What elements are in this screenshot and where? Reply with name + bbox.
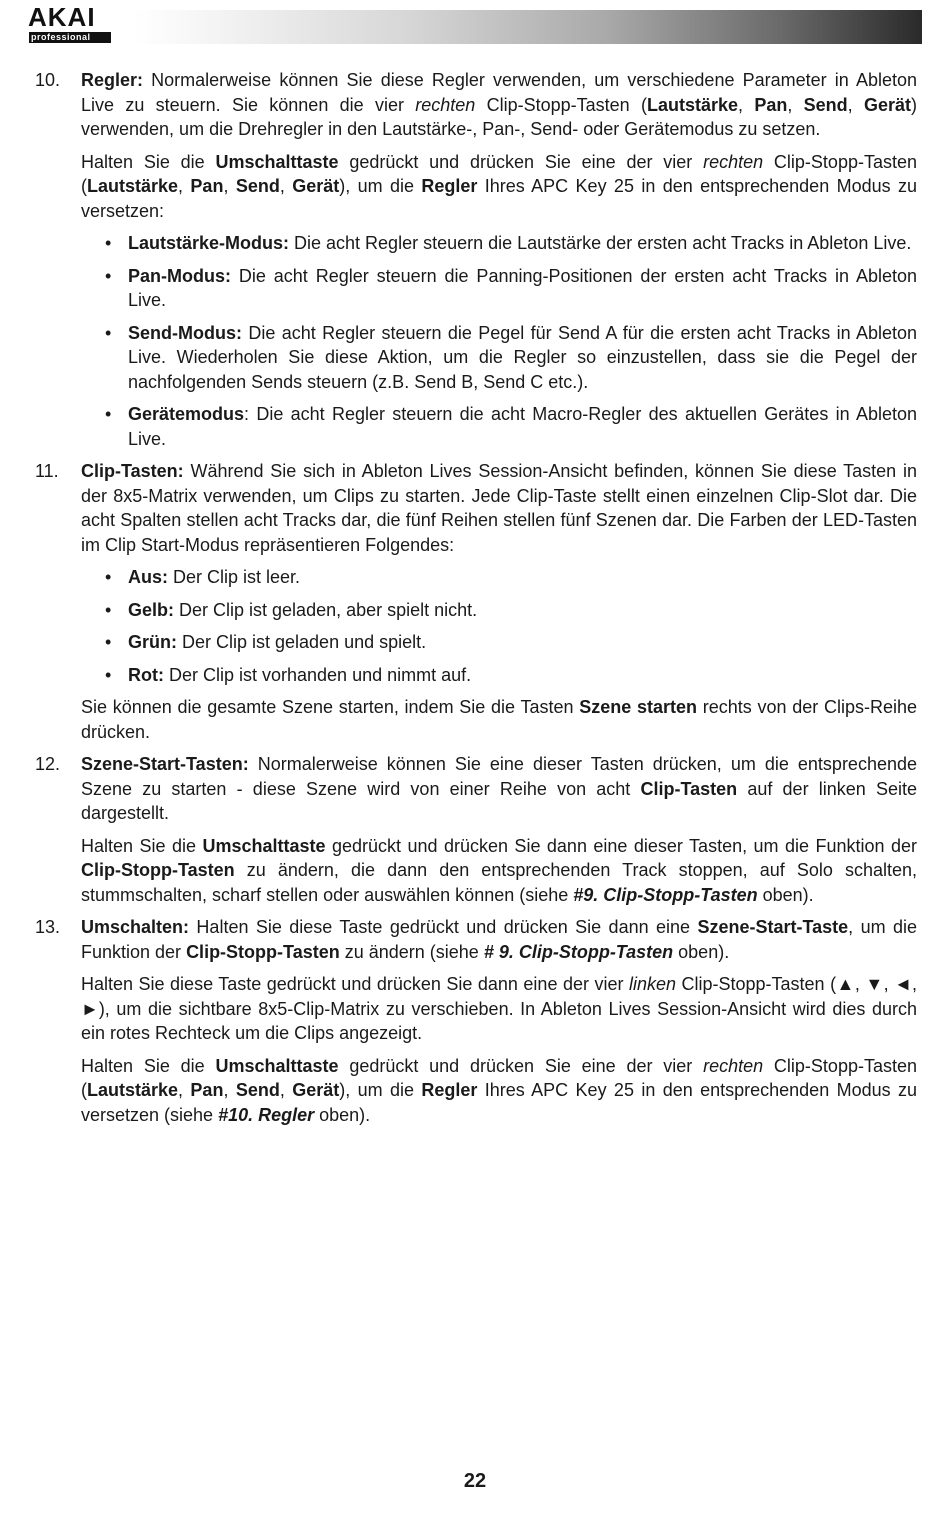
text-run: Während Sie sich in Ableton Lives Session-Ansicht befinden, können Sie diese Tasten in der 8x5-Matrix verwenden, um Clips zu starten. Jede Clip-Taste stellt einen einzelnen Clip-Slot dar. Die acht Spalten stellen acht Tracks dar, die fünf Reihen stellen fünf Szenen dar. Die Farben der LED-Tasten im Clip Start-Modus repräsentieren Folgendes:	[81, 461, 917, 555]
paragraph	[81, 1054, 917, 1128]
page-header	[28, 2, 922, 44]
text-run: Sie können die gesamte Szene starten, indem Sie die Tasten	[81, 697, 580, 717]
emphasis-text: Clip-Tasten	[640, 778, 738, 799]
akai-logo	[28, 2, 114, 44]
numbered-item	[35, 915, 917, 1127]
text-run: Die acht Regler steuern die Lautstärke der ersten acht Tracks in Ableton Live.	[289, 233, 912, 253]
bullet-list	[81, 231, 917, 451]
emphasis-text: Rot:	[128, 664, 164, 685]
header-gradient-bar	[134, 10, 922, 44]
emphasis-text: linken	[628, 974, 676, 994]
emphasis-text: Regler	[421, 1080, 478, 1100]
numbered-item	[35, 68, 917, 451]
text-run: Der Clip ist vorhanden und nimmt auf.	[163, 664, 472, 685]
emphasis-text: Send	[235, 1080, 280, 1100]
emphasis-text: Clip-Tasten:	[81, 461, 184, 481]
emphasis-text: #9. Clip-Stopp-Tasten	[573, 884, 758, 905]
emphasis-text: Gerät	[292, 1080, 340, 1100]
emphasis-text: Gerät	[863, 94, 911, 115]
text-run: Der Clip ist geladen, aber spielt nicht.	[174, 599, 478, 620]
item-number: 13.	[35, 917, 61, 937]
text-run: zu ändern, die dann den entsprechenden Track stoppen, auf Solo schalten, stummschalten, scharf stellen oder auswählen können (siehe	[81, 860, 917, 905]
paragraph	[81, 752, 917, 826]
bullet-item	[81, 264, 917, 313]
emphasis-text: Aus:	[128, 567, 168, 587]
emphasis-text: rechten	[415, 94, 476, 115]
emphasis-text: Pan	[190, 1080, 224, 1100]
emphasis-text: Lautstärke	[87, 1080, 179, 1100]
emphasis-text: Clip-Stopp-Tasten	[81, 860, 235, 880]
logo-subtitle: professional	[29, 32, 111, 43]
emphasis-text: Pan	[190, 176, 224, 196]
emphasis-text: Szene-Start-Taste	[697, 917, 849, 937]
bullet-list	[81, 565, 917, 687]
text-run: Clip-Stopp-Tasten (▲, ▼, ◄, ►), um die sichtbare 8x5-Clip-Matrix zu verschieben. In Ableton Lives Session-Ansicht wird dies durch ein rotes Rechteck um die Clips angezeigt.	[81, 974, 917, 1043]
text-run: auf der linken Seite dargestellt.	[81, 778, 917, 823]
text-run: Der Clip ist geladen und spielt.	[177, 632, 427, 652]
text-run: Clip-Stopp-Tasten (	[81, 151, 917, 196]
paragraph	[81, 834, 917, 908]
numbered-item	[35, 752, 917, 907]
paragraph	[81, 915, 917, 964]
emphasis-text: Pan	[754, 94, 788, 115]
bullet-item	[81, 321, 917, 395]
item-number: 12.	[35, 754, 61, 774]
text-run: : Die acht Regler steuern die acht Macro-Regler des aktuellen Gerätes in Ableton Live.	[128, 404, 917, 449]
emphasis-text: Send	[803, 94, 848, 115]
paragraph	[81, 459, 917, 557]
item-number: 11.	[35, 461, 59, 481]
emphasis-text: Gelb:	[128, 599, 175, 620]
text-run: ,	[847, 94, 864, 115]
text-run: Der Clip ist leer.	[168, 567, 301, 587]
text-run: Ihres APC Key 25 in den entsprechenden Modus zu versetzen:	[81, 176, 917, 221]
text-run: Halten Sie diese Taste gedrückt und drücken Sie dann eine der vier	[81, 974, 629, 994]
page-number: 22	[463, 1470, 487, 1492]
emphasis-text: #10. Regler	[218, 1104, 315, 1125]
text-run: rechts von der Clips-Reihe drücken.	[81, 697, 918, 742]
text-run: Halten Sie diese Taste gedrückt und drücken Sie dann eine	[189, 917, 698, 937]
bullet-item	[81, 402, 917, 451]
numbered-item	[35, 459, 917, 744]
emphasis-text: rechten	[703, 1055, 764, 1076]
bullet-item	[81, 565, 917, 590]
emphasis-text: Grün:	[128, 632, 177, 652]
text-run: Die acht Regler steuern die Panning-Positionen der ersten acht Tracks in Ableton Live.	[128, 265, 917, 310]
text-run: Halten Sie die	[81, 151, 216, 172]
emphasis-text: Gerätemodus	[128, 404, 245, 424]
bullet-item	[81, 630, 917, 655]
paragraph	[81, 695, 917, 744]
emphasis-text: # 9. Clip-Stopp-Tasten	[483, 941, 674, 962]
paragraph	[81, 68, 917, 142]
text-run: Normalerweise können Sie eine dieser Tasten drücken, um die entsprechende Szene zu starten - diese Szene wird von einer Reihe von acht	[81, 754, 917, 799]
text-run: ,	[738, 94, 755, 115]
document-body	[35, 68, 917, 1135]
text-run: oben).	[314, 1104, 371, 1125]
text-run: oben).	[757, 884, 814, 905]
text-run: gedrückt und drücken Sie eine der vier	[338, 151, 704, 172]
emphasis-text: Clip-Stopp-Tasten	[186, 941, 340, 962]
logo-wordmark: AKAI	[28, 2, 96, 32]
emphasis-text: Lautstärke	[646, 94, 738, 115]
text-run: Clip-Stopp-Tasten (	[81, 1055, 917, 1100]
text-run: Halten Sie die	[81, 835, 203, 856]
emphasis-text: Umschalttaste	[202, 835, 326, 856]
emphasis-text: Send	[235, 176, 280, 196]
emphasis-text: Szene starten	[579, 697, 698, 717]
paragraph	[81, 972, 917, 1046]
emphasis-text: Gerät	[292, 176, 340, 196]
text-run: Clip-Stopp-Tasten (	[475, 94, 647, 115]
text-run: ) verwenden, um die Drehregler in den Lautstärke-, Pan-, Send- oder Gerätemodus zu setzen.	[81, 94, 917, 139]
text-run: ,	[279, 176, 293, 196]
emphasis-text: Regler	[421, 176, 478, 196]
text-run: gedrückt und drücken Sie dann eine dieser Tasten, um die Funktion der	[325, 835, 917, 856]
text-run: oben).	[673, 941, 730, 962]
emphasis-text: rechten	[703, 151, 764, 172]
text-run: Ihres APC Key 25 in den entsprechenden Modus zu versetzen (siehe	[81, 1080, 917, 1125]
text-run: ,	[178, 1080, 191, 1100]
text-run: Normalerweise können Sie diese Regler verwenden, um verschiedene Parameter in Ableton Live zu steuern. Sie können die vier	[81, 70, 917, 115]
text-run: ), um die	[339, 176, 422, 196]
emphasis-text: Lautstärke	[87, 176, 179, 196]
emphasis-text: Regler:	[81, 70, 144, 90]
emphasis-text: Umschalttaste	[215, 151, 339, 172]
emphasis-text: Send-Modus:	[128, 322, 242, 343]
text-run: ,	[223, 1080, 236, 1100]
text-run: ,	[279, 1080, 293, 1100]
paragraph	[81, 150, 917, 224]
text-run: ), um die	[339, 1080, 422, 1100]
text-run: Halten Sie die	[81, 1055, 216, 1076]
bullet-item	[81, 231, 917, 256]
emphasis-text: Umschalten:	[81, 917, 190, 937]
bullet-item	[81, 663, 917, 688]
emphasis-text: Umschalttaste	[215, 1055, 339, 1076]
item-number: 10.	[35, 70, 61, 90]
emphasis-text: Szene-Start-Tasten:	[81, 754, 249, 774]
text-run: ,	[223, 176, 236, 196]
text-run: ,	[787, 94, 804, 115]
emphasis-text: Pan-Modus:	[128, 265, 231, 286]
bullet-item	[81, 598, 917, 623]
text-run: Die acht Regler steuern die Pegel für Send A für die ersten acht Tracks in Ableton Live. Wiederholen Sie diese Aktion, um die Regler so einzustellen, dass sie die Pegel der nachfolgenden Sends steuern (z.B. Send B, Send C etc.).	[128, 322, 917, 392]
emphasis-text: Lautstärke-Modus:	[128, 233, 290, 253]
text-run: zu ändern (siehe	[339, 941, 484, 962]
text-run: gedrückt und drücken Sie eine der vier	[338, 1055, 704, 1076]
text-run: ,	[178, 176, 191, 196]
text-run: , um die Funktion der	[81, 917, 918, 962]
